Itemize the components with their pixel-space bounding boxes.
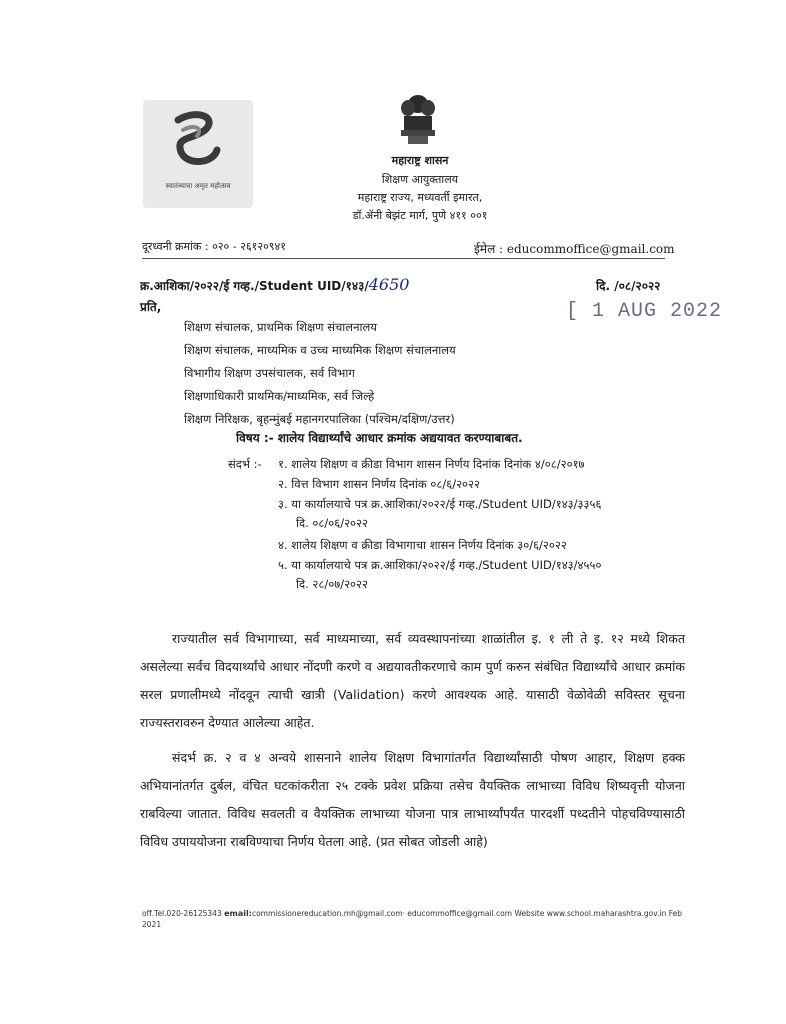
reference-item-date: दि. ०८/०६/२०२२ (296, 516, 368, 530)
recipient-item: शिक्षण संचालक, माध्यमिक व उच्च माध्यमिक शिक्षण संचालनालय (184, 343, 456, 357)
references-label: संदर्भ :- (228, 457, 262, 471)
phone-number: दूरध्वनी क्रमांक : ०२० - २६१२०९४१ (142, 240, 286, 253)
reference-item: २. वित्त विभाग शासन निर्णय दिनांक ०८/६/२०२२ (278, 477, 480, 491)
handwritten-number: 4650 (368, 275, 410, 294)
reference-item: ३. या कार्यालयाचे पत्र क्र.आशिका/२०२२/ई गव्ह./Student UID/१४३/३३५६ (278, 497, 602, 511)
logo-tagline: स्वातंत्र्याचा अमृत महोत्सव (165, 182, 231, 190)
recipient-item: शिक्षण निरिक्षक, बृहन्मुंबई महानगरपालिका (पश्चिम/दक्षिण/उत्तर) (184, 412, 455, 426)
recipient-item: शिक्षणाधिकारी प्राथमिक/माध्यमिक, सर्व जिल्हे (184, 389, 375, 403)
date-stamp: [ 1 AUG 2022 (566, 300, 723, 323)
letter-subject: विषय :- शालेय विद्यार्थ्यांचे आधार क्रमांक अद्ययावत करण्याबाबत. (236, 431, 523, 445)
footer-email-label: email: (224, 909, 252, 918)
reference-item: १. शालेय शिक्षण व क्रीडा विभाग शासन निर्णय दिनांक दिनांक ४/०८/२०१७ (278, 457, 585, 471)
footer-note: Feb 2021 (142, 909, 682, 929)
footer (142, 908, 682, 930)
national-emblem-icon (396, 92, 440, 148)
footer-website[interactable]: www.school.maharashtra.gov.in (546, 909, 667, 918)
contact-email[interactable]: ईमेल : educommoffice@gmail.com (474, 242, 675, 256)
body-paragraph-2: संदर्भ क्र. २ व ४ अन्वये शासनाने शालेय शिक्षण विभागांतर्गत विद्यार्थ्यांसाठी पोषण आहार, शिक्षण हक्क अभियानांतर्गत दुर्बल, वंचित घटकांकरीता २५ टक्के प्रवेश प्रक्रिया तसेच वैयक्तिक लाभाच्या विविध शिष्यवृत्ती योजना राबविल्या जातात. विविध सवलती व वैयक्तिक लाभाच्या योजना पात्र लाभार्थ्यांपर्यंत पारदर्शी पध्दतीने पोहचविण्यासाठी विविध उपाययोजना राबविण्याचा निर्णय घेतला आहे. (प्रत सोबत जोडली आहे) (140, 750, 685, 849)
logo-swirl-icon (143, 100, 253, 180)
recipient-item: शिक्षण संचालक, प्राथमिक शिक्षण संचालनालय (184, 320, 377, 334)
date-stamp-text: 1 AUG 2022 (592, 300, 723, 323)
org-name: महाराष्ट्र शासन (391, 154, 449, 167)
reference-item: ४. शालेय शिक्षण व क्रीडा विभागाचा शासन निर्णय दिनांक ३०/६/२०२२ (278, 538, 567, 552)
reference-number-text: क्र.आशिका/२०२२/ई गव्ह./Student UID/१४३/ (140, 279, 369, 293)
office-building: महाराष्ट्र राज्य, मध्यवर्ती इमारत, (357, 191, 483, 204)
recipients-label: प्रति, (140, 300, 162, 314)
amrit-mahotsav-logo (143, 100, 253, 208)
recipient-item: विभागीय शिक्षण उपसंचालक, सर्व विभाग (184, 366, 355, 380)
header-divider (142, 258, 665, 259)
letter-date: दि. /०८/२०२२ (596, 279, 661, 293)
body-paragraph-1: राज्यातील सर्व विभागाच्या, सर्व माध्यमाच्या, सर्व व्यवस्थापनांच्या शाळांतील इ. १ ली ते इ. १२ मध्ये शिकत असलेल्या सर्वच विदयार्थ्यांचे आधार नोंदणी करणे व अद्ययावतीकरणाचे काम पुर्ण करुन संबंधित विद्यार्थ्यांचे आधार क्रमांक सरल प्रणालीमध्ये नोंदवून त्याची खात्री (Validation) करणे आवश्यक आहे. यासाठी वेळोवेळी सविस्तर सूचना राज्यस्तरावरुन देण्यात आलेल्या आहेत. (140, 631, 685, 730)
footer-office-phone: off.Tel.020-26125343 (142, 909, 222, 918)
reference-number (140, 275, 409, 294)
office-name: शिक्षण आयुक्तालय (381, 173, 459, 186)
reference-item: ५. या कार्यालयाचे पत्र क्र.आशिका/२०२२/ई गव्ह./Student UID/१४३/४५५० (278, 558, 602, 572)
footer-emails[interactable]: commissionereducation.mh@gmail.com· educommoffice@gmail.com (251, 909, 513, 918)
office-address: डॉ.ॲनी बेझंट मार्ग, पुणे ४११ ००१ (352, 209, 488, 222)
footer-website-label: Website (514, 909, 545, 918)
reference-item-date: दि. २८/०७/२०२२ (296, 577, 368, 591)
